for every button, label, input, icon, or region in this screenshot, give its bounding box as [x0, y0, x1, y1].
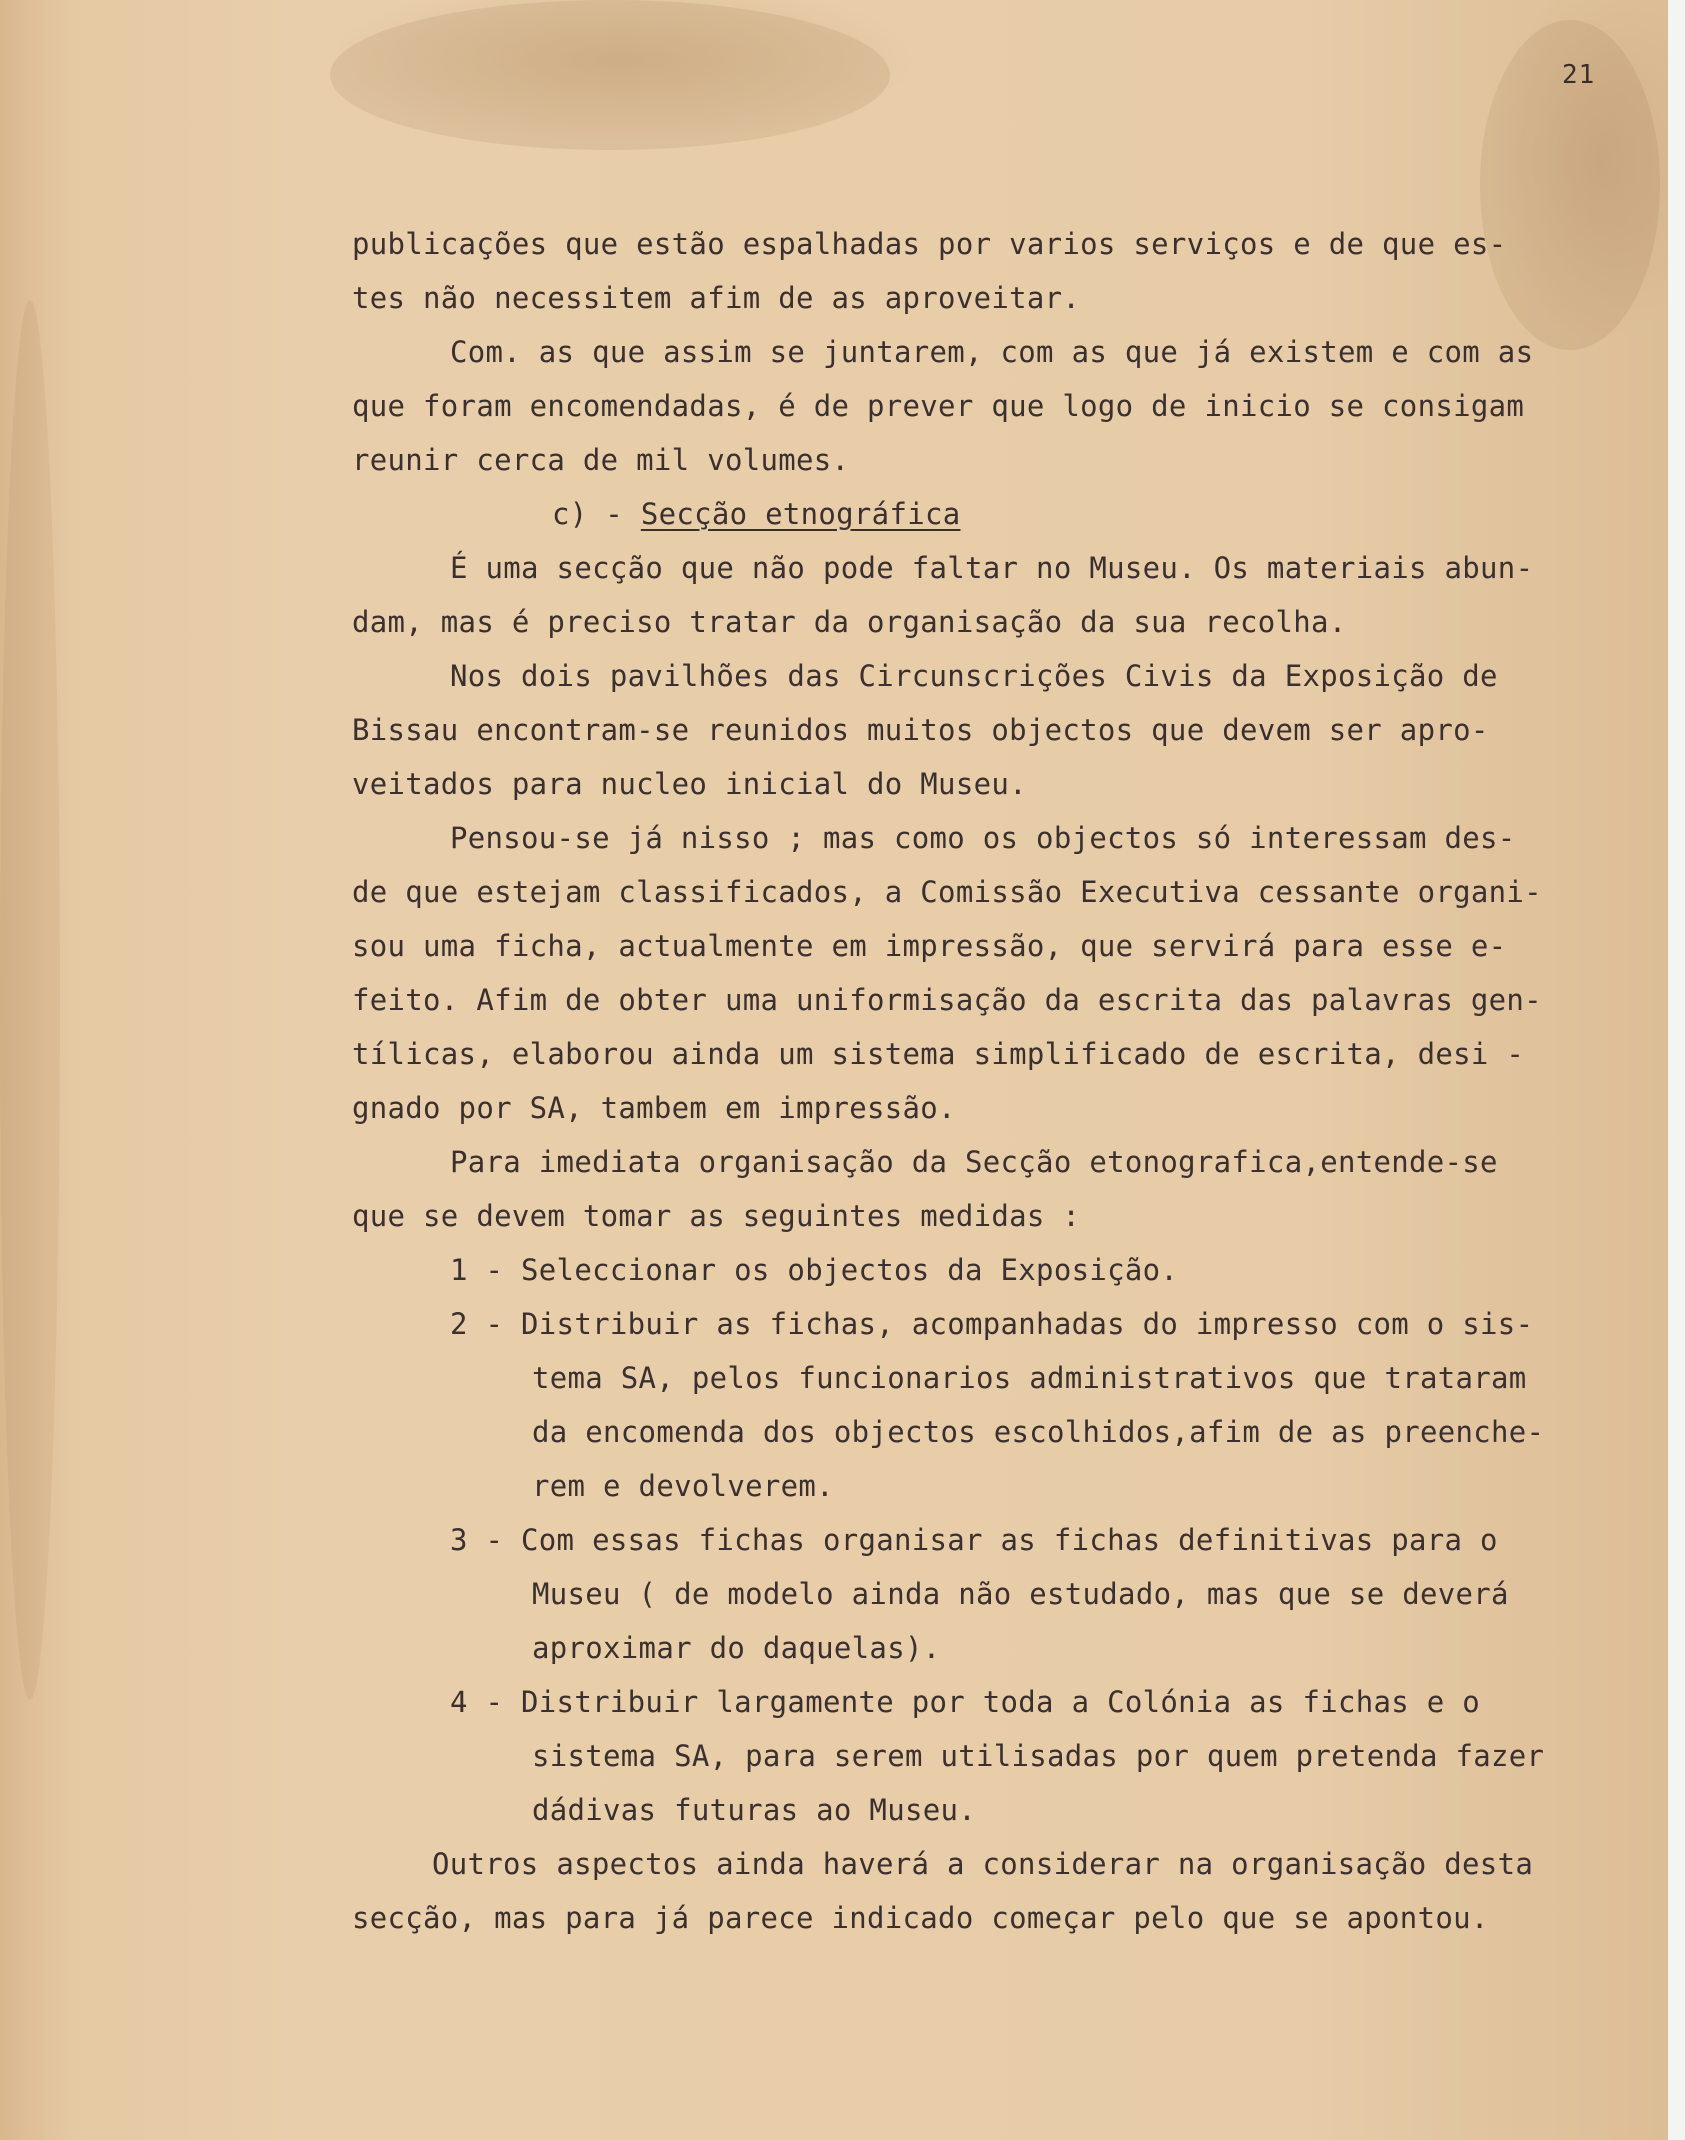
section-heading	[552, 494, 960, 534]
water-stain	[330, 0, 890, 150]
text-line: Com. as que assim se juntarem, com as que já existem e com as	[450, 335, 1534, 369]
list-item-continuation: aproximar do daquelas).	[532, 1631, 941, 1665]
text-line: que foram encomendadas, é de prever que logo de inicio se consigam	[352, 389, 1525, 423]
section-marker: c) -	[552, 497, 641, 531]
list-item-continuation: dádivas futuras ao Museu.	[532, 1793, 976, 1827]
text-line: tes não necessitem afim de as aproveitar.	[352, 281, 1081, 315]
list-item-continuation: tema SA, pelos funcionarios administrativos que trataram	[532, 1361, 1527, 1395]
list-item: 1 - Seleccionar os objectos da Exposição.	[450, 1253, 1179, 1287]
text-line: É uma secção que não pode faltar no Museu. Os materiais abun-	[450, 551, 1534, 585]
text-line: publicações que estão espalhadas por varios serviços e de que es-	[352, 227, 1507, 261]
list-item-continuation: Museu ( de modelo ainda não estudado, mas que se deverá	[532, 1577, 1509, 1611]
list-item: 2 - Distribuir as fichas, acompanhadas do impresso com o sis-	[450, 1307, 1534, 1341]
edge-discoloration	[0, 300, 60, 1700]
list-item-continuation: sistema SA, para serem utilisadas por quem pretenda fazer	[532, 1739, 1545, 1773]
text-line: Outros aspectos ainda haverá a considerar na organisação desta	[432, 1847, 1534, 1881]
text-line: secção, mas para já parece indicado começar pelo que se apontou.	[352, 1901, 1489, 1935]
text-line: de que estejam classificados, a Comissão Executiva cessante organi-	[352, 875, 1542, 909]
text-line: Nos dois pavilhões das Circunscrições Civis da Exposição de	[450, 659, 1498, 693]
section-title: Secção etnográfica	[640, 497, 961, 531]
text-line: sou uma ficha, actualmente em impressão, que servirá para esse e-	[352, 929, 1507, 963]
list-item: 3 - Com essas fichas organisar as fichas definitivas para o	[450, 1523, 1498, 1557]
list-item-continuation: da encomenda dos objectos escolhidos,afim de as preenche-	[532, 1415, 1545, 1449]
text-line: Bissau encontram-se reunidos muitos objectos que devem ser apro-	[352, 713, 1489, 747]
text-line: veitados para nucleo inicial do Museu.	[352, 767, 1027, 801]
text-line: gnado por SA, tambem em impressão.	[352, 1091, 956, 1125]
text-line: dam, mas é preciso tratar da organisação da sua recolha.	[352, 605, 1347, 639]
text-line: tílicas, elaborou ainda um sistema simplificado de escrita, desi -	[352, 1037, 1525, 1071]
page-number: 21	[1562, 60, 1596, 90]
text-line: Para imediata organisação da Secção etonografica,entende-se	[450, 1145, 1498, 1179]
text-line: Pensou-se já nisso ; mas como os objectos só interessam des-	[450, 821, 1516, 855]
scan-border	[1668, 0, 1685, 2140]
text-line: reunir cerca de mil volumes.	[352, 443, 850, 477]
list-item: 4 - Distribuir largamente por toda a Colónia as fichas e o	[450, 1685, 1481, 1719]
text-line: feito. Afim de obter uma uniformisação da escrita das palavras gen-	[352, 983, 1542, 1017]
list-item-continuation: rem e devolverem.	[532, 1469, 834, 1503]
text-line: que se devem tomar as seguintes medidas :	[352, 1199, 1081, 1233]
